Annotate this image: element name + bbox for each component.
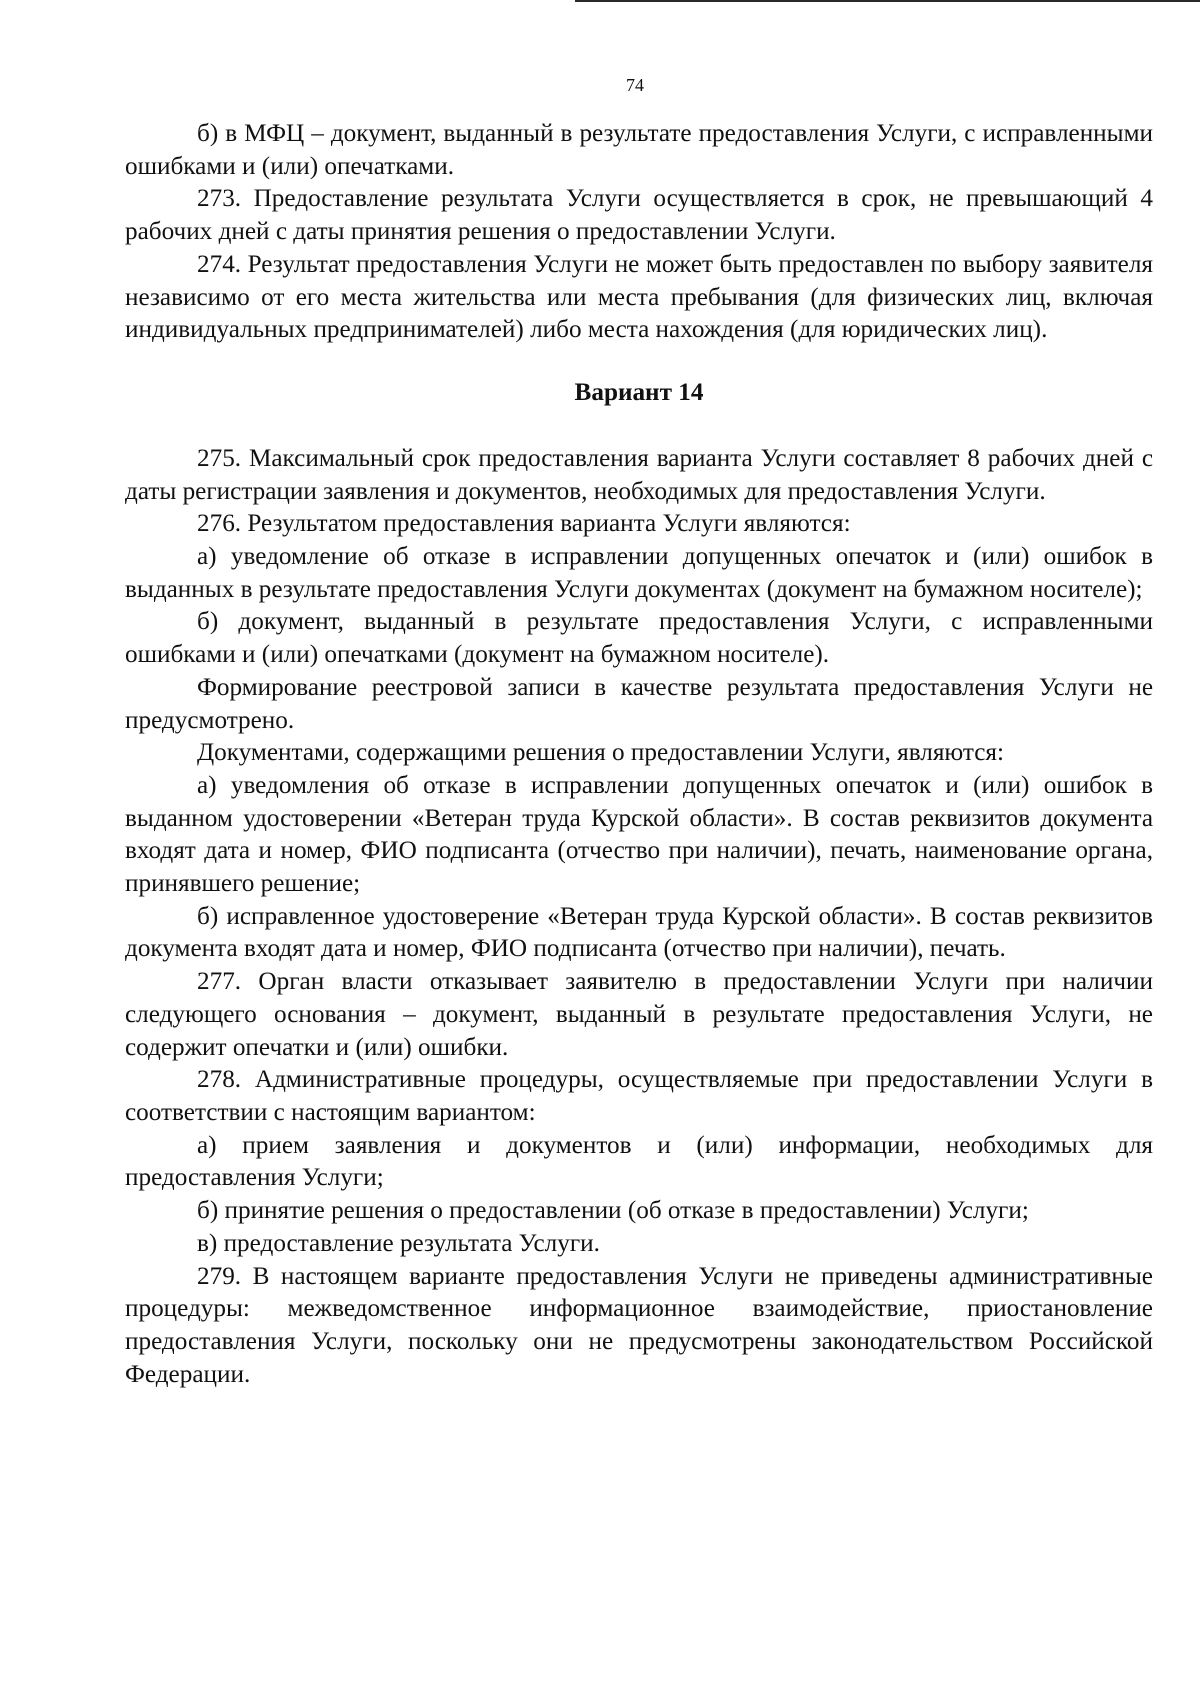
paragraph: а) уведомления об отказе в исправлении допущенных опечаток и (или) ошибок в выданном удостоверении «Ветеран труда Курской области». В состав реквизитов документа входят дата и номер, ФИО подписанта (отчество при наличии), печать, наименование органа, принявшего решение; xyxy=(125,771,1153,898)
paragraph: 279. В настоящем варианте предоставления Услуги не приведены административные процедуры: межведомственное информационное взаимодействие, приостановление предоставления Услуги, поскольку они не предусмотрены законодательством Российской Федерации. xyxy=(125,1262,1153,1388)
paragraph: 277. Орган власти отказывает заявителю в предоставлении Услуги при наличии следующего основания – документ, выданный в результате предоставления Услуги, не содержит опечатки и (или) ошибки. xyxy=(125,968,1153,1061)
paragraph: б) документ, выданный в результате предоставления Услуги, с исправленными ошибками и (или) опечатками (документ на бумажном носителе). xyxy=(125,608,1153,669)
paragraph: а) прием заявления и документов и (или) информации, необходимых для предоставления Услуги; xyxy=(125,1131,1153,1192)
paragraph: б) в МФЦ – документ, выданный в результате предоставления Услуги, с исправленными ошибками и (или) опечатками. xyxy=(125,120,1153,180)
document-body xyxy=(125,118,1153,1391)
paragraph: Документами, содержащими решения о предоставлении Услуги, являются: xyxy=(197,739,1004,767)
paragraph: 278. Административные процедуры, осуществляемые при предоставлении Услуги в соответствии с настоящим вариантом: xyxy=(125,1066,1153,1126)
scan-edge-line xyxy=(575,0,1200,2)
paragraph: 275. Максимальный срок предоставления варианта Услуги составляет 8 рабочих дней с даты регистрации заявления и документов, необходимых для предоставления Услуги. xyxy=(125,444,1153,505)
page-number: 74 xyxy=(626,75,644,95)
paragraph: 273. Предоставление результата Услуги осуществляется в срок, не превышающий 4 рабочих дней с даты принятия решения о предоставлении Услуги. xyxy=(125,185,1153,246)
paragraph: а) уведомление об отказе в исправлении допущенных опечаток и (или) ошибок в выданных в результате предоставления Услуги документах (документ на бумажном носителе); xyxy=(125,543,1153,603)
paragraph: б) исправленное удостоверение «Ветеран труда Курской области». В состав реквизитов документа входят дата и номер, ФИО подписанта (отчество при наличии), печать. xyxy=(125,902,1153,963)
paragraph: в) предоставление результата Услуги. xyxy=(197,1229,600,1257)
section-heading: Вариант 14 xyxy=(574,378,704,406)
paragraph: 276. Результатом предоставления варианта Услуги являются: xyxy=(197,510,851,538)
paragraph: б) принятие решения о предоставлении (об отказе в предоставлении) Услуги; xyxy=(197,1197,1029,1225)
paragraph: Формирование реестровой записи в качестве результата предоставления Услуги не предусмотрено. xyxy=(125,673,1153,734)
paragraph: 274. Результат предоставления Услуги не может быть предоставлен по выбору заявителя независимо от его места жительства или места пребывания (для физических лиц, включая индивидуальных предпринимателей) либо места нахождения (для юридических лиц). xyxy=(125,250,1153,344)
